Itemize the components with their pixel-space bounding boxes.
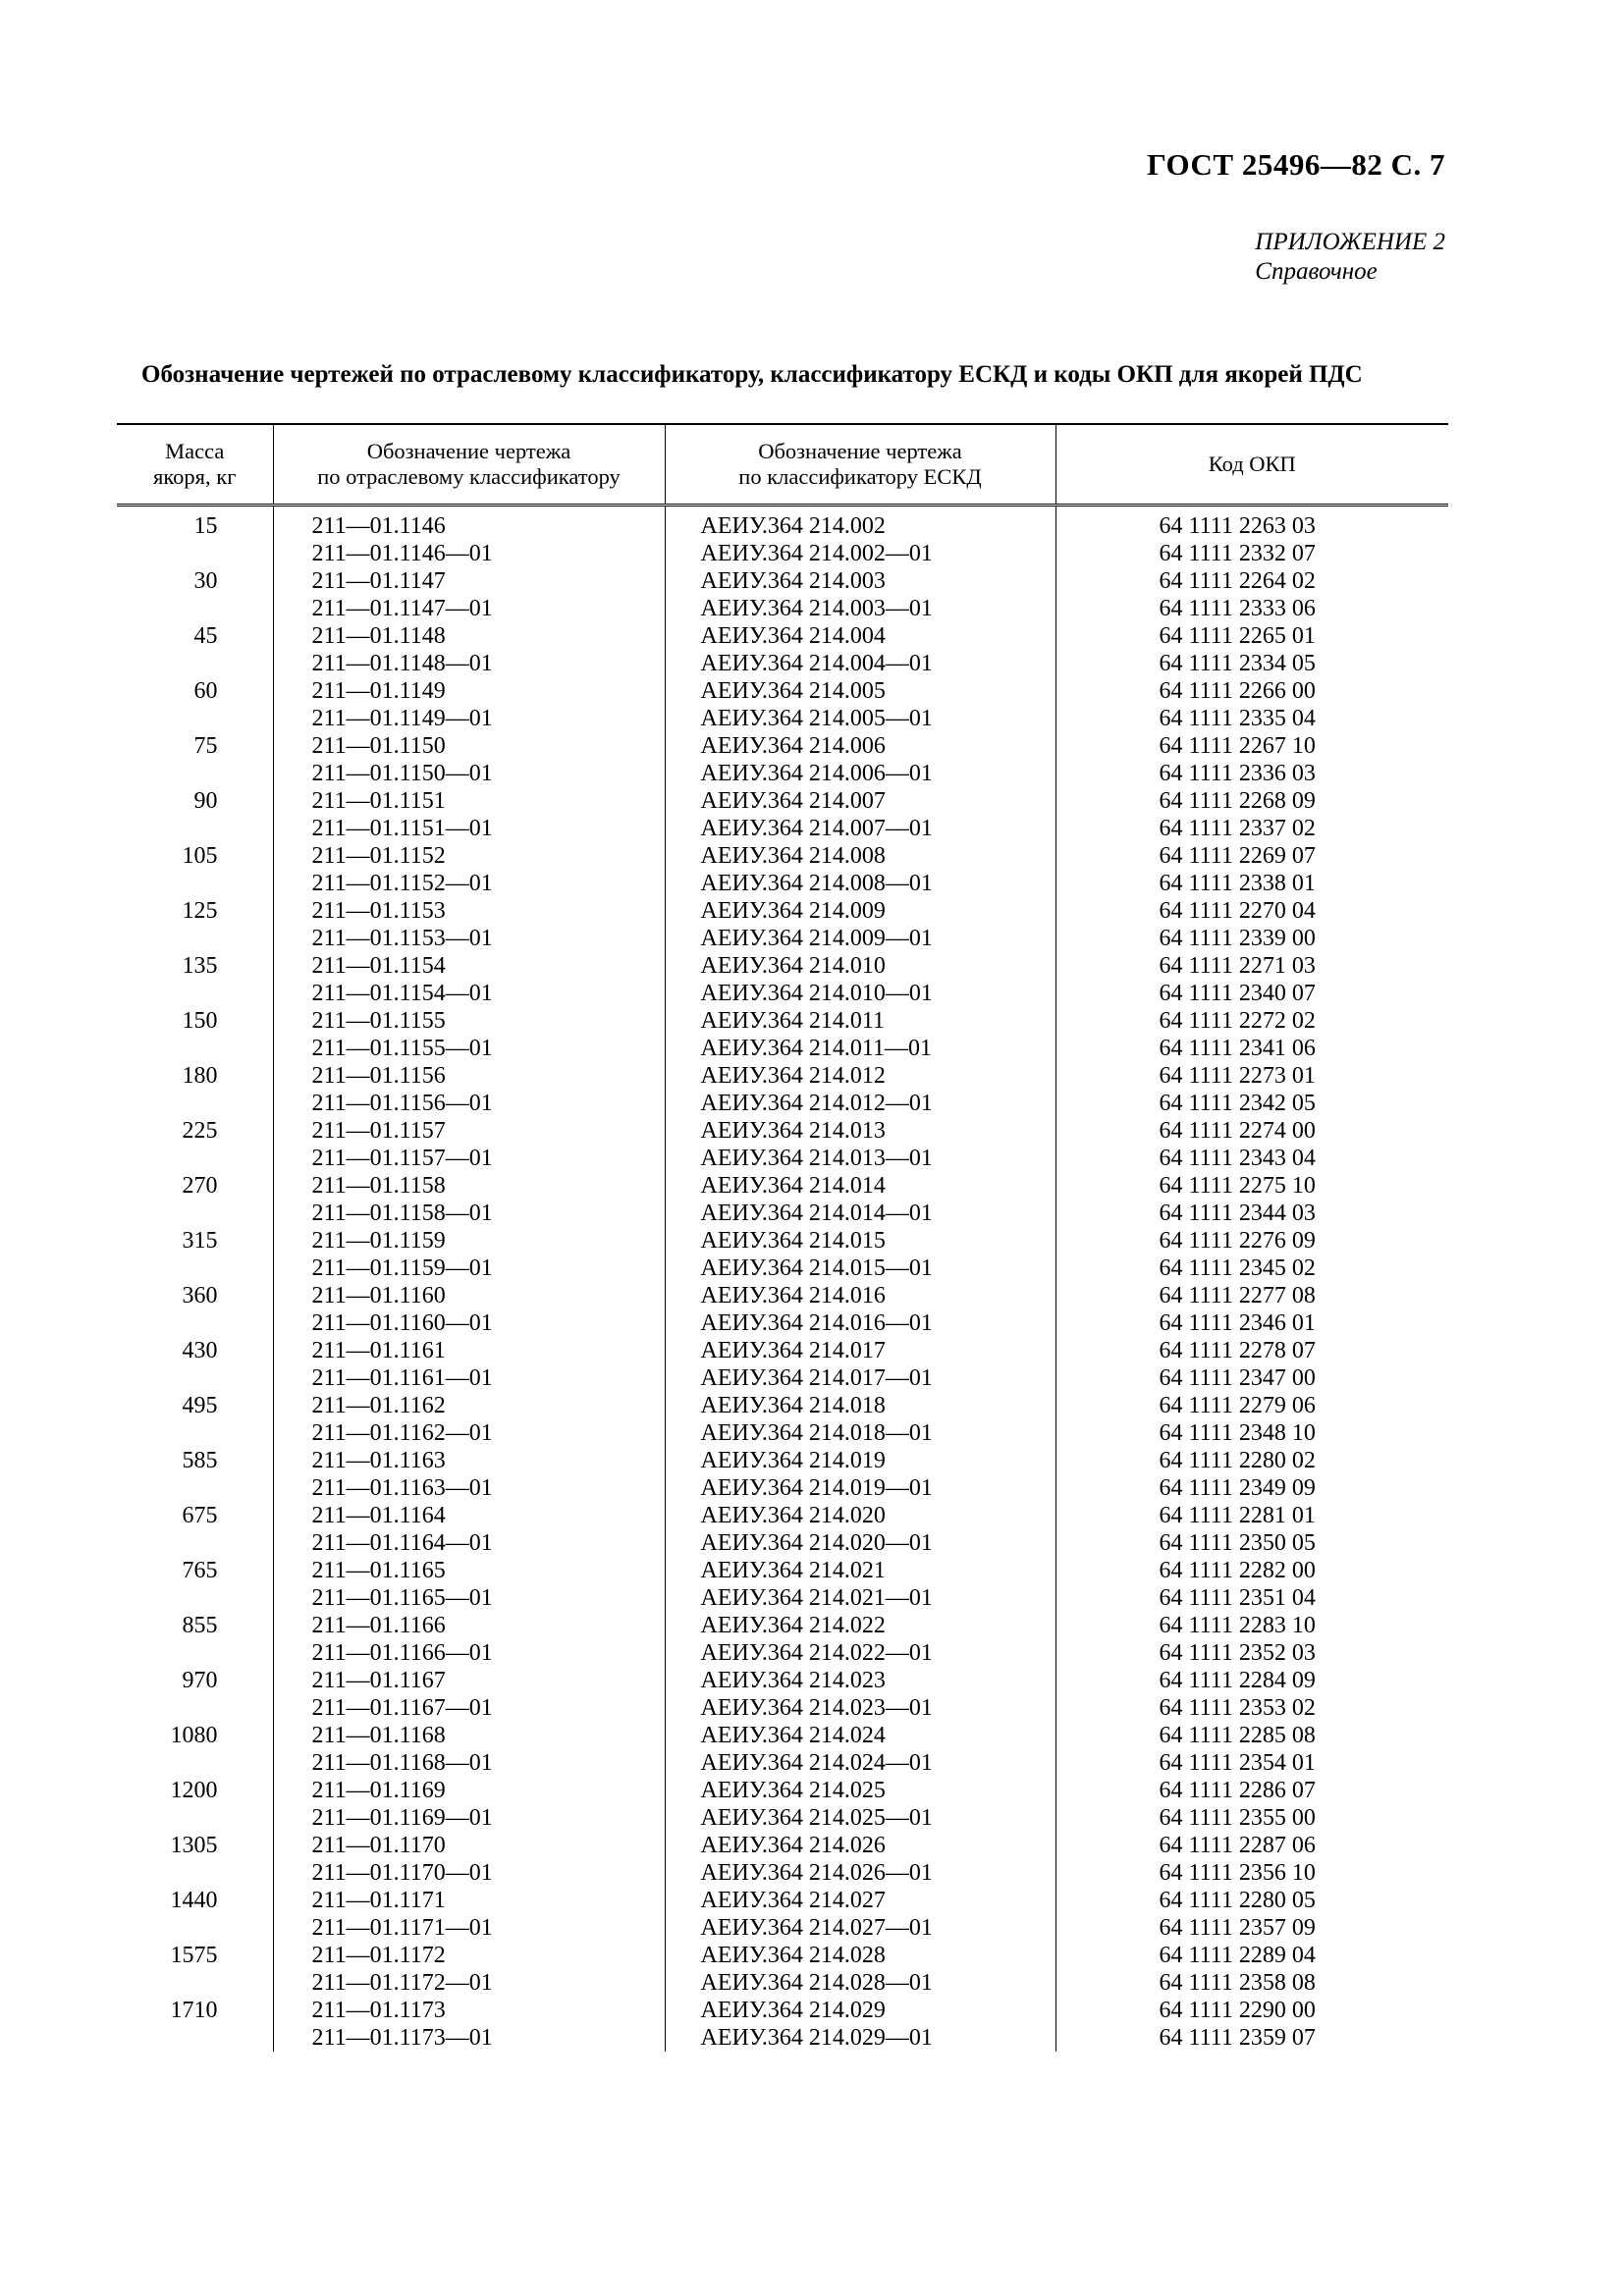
- table-row: [117, 1942, 1448, 1969]
- cell-eskd-code: АЕИУ.364 214.017—01: [665, 1364, 1055, 1392]
- cell-okp-code: 64 1111 2345 02: [1055, 1255, 1448, 1282]
- cell-industry-code: 211—01.1150—01: [273, 760, 665, 787]
- table-row: [117, 1832, 1448, 1859]
- cell-mass: 1440: [170, 1888, 218, 1913]
- cell-mass: 1200: [170, 1778, 218, 1803]
- cell-mass: [117, 1694, 273, 1722]
- cell-eskd-code: АЕИУ.364 214.028: [665, 1942, 1055, 1969]
- table-row: [117, 732, 1448, 760]
- cell-eskd-code: АЕИУ.364 214.003: [665, 567, 1055, 595]
- cell-eskd-code: АЕИУ.364 214.003—01: [665, 595, 1055, 622]
- cell-mass: 90: [193, 788, 218, 814]
- cell-industry-code: 211—01.1171—01: [273, 1914, 665, 1942]
- cell-mass: 30: [193, 568, 218, 594]
- cell-industry-code: 211—01.1168: [273, 1722, 665, 1749]
- column-header-industry-code: [273, 424, 665, 506]
- column-header-line: Масса: [165, 439, 225, 463]
- cell-industry-code: 211—01.1172: [273, 1942, 665, 1969]
- cell-eskd-code: АЕИУ.364 214.013: [665, 1117, 1055, 1145]
- cell-okp-code: 64 1111 2278 07: [1055, 1337, 1448, 1364]
- cell-mass: 1080: [170, 1723, 218, 1748]
- cell-industry-code: 211—01.1156—01: [273, 1090, 665, 1117]
- table-row: [117, 1090, 1448, 1117]
- cell-industry-code: 211—01.1163: [273, 1447, 665, 1474]
- table-row: [117, 1914, 1448, 1942]
- table-row: [117, 595, 1448, 622]
- cell-okp-code: 64 1111 2274 00: [1055, 1117, 1448, 1145]
- cell-eskd-code: АЕИУ.364 214.007: [665, 787, 1055, 815]
- cell-eskd-code: АЕИУ.364 214.025: [665, 1777, 1055, 1804]
- cell-mass: 15: [193, 513, 218, 539]
- cell-mass: [117, 980, 273, 1007]
- cell-industry-code: 211—01.1166—01: [273, 1639, 665, 1667]
- table-row: [117, 870, 1448, 897]
- column-header-line: Обозначение чертежа: [758, 439, 962, 463]
- table-row: [117, 952, 1448, 980]
- table-row: [117, 897, 1448, 925]
- cell-eskd-code: АЕИУ.364 214.016—01: [665, 1309, 1055, 1337]
- cell-mass: [117, 1309, 273, 1337]
- cell-mass: [117, 595, 273, 622]
- table-header-row: [117, 424, 1448, 506]
- cell-industry-code: 211—01.1165: [273, 1557, 665, 1584]
- cell-okp-code: 64 1111 2348 10: [1055, 1419, 1448, 1447]
- cell-mass: [117, 1145, 273, 1172]
- table-row: [117, 1529, 1448, 1557]
- cell-industry-code: 211—01.1161: [273, 1337, 665, 1364]
- cell-okp-code: 64 1111 2335 04: [1055, 705, 1448, 732]
- table-row: [117, 1557, 1448, 1584]
- cell-eskd-code: АЕИУ.364 214.004—01: [665, 650, 1055, 677]
- cell-mass: 1575: [170, 1943, 218, 1968]
- cell-mass: [117, 870, 273, 897]
- cell-industry-code: 211—01.1148: [273, 622, 665, 650]
- cell-okp-code: 64 1111 2275 10: [1055, 1172, 1448, 1200]
- cell-eskd-code: АЕИУ.364 214.012—01: [665, 1090, 1055, 1117]
- cell-eskd-code: АЕИУ.364 214.020—01: [665, 1529, 1055, 1557]
- cell-mass: 125: [182, 898, 218, 924]
- cell-okp-code: 64 1111 2265 01: [1055, 622, 1448, 650]
- cell-okp-code: 64 1111 2359 07: [1055, 2024, 1448, 2052]
- cell-okp-code: 64 1111 2280 02: [1055, 1447, 1448, 1474]
- table-row: [117, 540, 1448, 567]
- column-header-mass: [117, 424, 273, 506]
- cell-eskd-code: АЕИУ.364 214.028—01: [665, 1969, 1055, 1997]
- cell-okp-code: 64 1111 2269 07: [1055, 842, 1448, 870]
- cell-industry-code: 211—01.1147—01: [273, 595, 665, 622]
- table-row: [117, 1502, 1448, 1529]
- cell-industry-code: 211—01.1162: [273, 1392, 665, 1419]
- cell-mass: 1305: [170, 1833, 218, 1858]
- cell-mass: [117, 540, 273, 567]
- cell-mass: 45: [193, 623, 218, 649]
- cell-eskd-code: АЕИУ.364 214.025—01: [665, 1804, 1055, 1832]
- cell-eskd-code: АЕИУ.364 214.006: [665, 732, 1055, 760]
- table-row: [117, 1392, 1448, 1419]
- cell-okp-code: 64 1111 2284 09: [1055, 1667, 1448, 1694]
- cell-eskd-code: АЕИУ.364 214.023—01: [665, 1694, 1055, 1722]
- column-header-line: Обозначение чертежа: [366, 439, 571, 463]
- cell-eskd-code: АЕИУ.364 214.027—01: [665, 1914, 1055, 1942]
- table-row: [117, 1777, 1448, 1804]
- cell-industry-code: 211—01.1155—01: [273, 1035, 665, 1062]
- cell-eskd-code: АЕИУ.364 214.006—01: [665, 760, 1055, 787]
- cell-eskd-code: АЕИУ.364 214.016: [665, 1282, 1055, 1309]
- cell-okp-code: 64 1111 2276 09: [1055, 1227, 1448, 1255]
- cell-mass: 225: [182, 1118, 218, 1144]
- cell-okp-code: 64 1111 2285 08: [1055, 1722, 1448, 1749]
- table-row: [117, 1172, 1448, 1200]
- appendix-label: [1255, 228, 1445, 287]
- cell-industry-code: 211—01.1159—01: [273, 1255, 665, 1282]
- cell-okp-code: 64 1111 2273 01: [1055, 1062, 1448, 1090]
- cell-okp-code: 64 1111 2349 09: [1055, 1474, 1448, 1502]
- cell-industry-code: 211—01.1163—01: [273, 1474, 665, 1502]
- cell-okp-code: 64 1111 2283 10: [1055, 1612, 1448, 1639]
- cell-industry-code: 211—01.1156: [273, 1062, 665, 1090]
- table-row: [117, 1639, 1448, 1667]
- cell-mass: [117, 925, 273, 952]
- cell-mass: 75: [193, 733, 218, 759]
- cell-eskd-code: АЕИУ.364 214.004: [665, 622, 1055, 650]
- table-title: Обозначение чертежей по отраслевому классификатору, классификатору ЕСКД и коды ОКП для якорей ПДС: [141, 361, 1363, 388]
- table-row: [117, 925, 1448, 952]
- cell-industry-code: 211—01.1154—01: [273, 980, 665, 1007]
- cell-okp-code: 64 1111 2332 07: [1055, 540, 1448, 567]
- cell-industry-code: 211—01.1159: [273, 1227, 665, 1255]
- cell-mass: [117, 1474, 273, 1502]
- cell-okp-code: 64 1111 2333 06: [1055, 595, 1448, 622]
- cell-mass: [117, 1035, 273, 1062]
- cell-okp-code: 64 1111 2336 03: [1055, 760, 1448, 787]
- cell-okp-code: 64 1111 2351 04: [1055, 1584, 1448, 1612]
- cell-industry-code: 211—01.1170: [273, 1832, 665, 1859]
- cell-okp-code: 64 1111 2350 05: [1055, 1529, 1448, 1557]
- table-row: [117, 1145, 1448, 1172]
- table-body: [117, 506, 1448, 2053]
- cell-okp-code: 64 1111 2355 00: [1055, 1804, 1448, 1832]
- cell-okp-code: 64 1111 2357 09: [1055, 1914, 1448, 1942]
- cell-okp-code: 64 1111 2266 00: [1055, 677, 1448, 705]
- table-row: [117, 506, 1448, 541]
- cell-eskd-code: АЕИУ.364 214.015—01: [665, 1255, 1055, 1282]
- cell-eskd-code: АЕИУ.364 214.002: [665, 506, 1055, 541]
- cell-eskd-code: АЕИУ.364 214.010: [665, 952, 1055, 980]
- cell-eskd-code: АЕИУ.364 214.012: [665, 1062, 1055, 1090]
- cell-eskd-code: АЕИУ.364 214.008—01: [665, 870, 1055, 897]
- table-row: [117, 1255, 1448, 1282]
- table-row: [117, 1447, 1448, 1474]
- table-row: [117, 2024, 1448, 2052]
- cell-okp-code: 64 1111 2272 02: [1055, 1007, 1448, 1035]
- cell-okp-code: 64 1111 2342 05: [1055, 1090, 1448, 1117]
- cell-okp-code: 64 1111 2282 00: [1055, 1557, 1448, 1584]
- cell-okp-code: 64 1111 2337 02: [1055, 815, 1448, 842]
- cell-mass: 180: [182, 1063, 218, 1089]
- cell-industry-code: 211—01.1153—01: [273, 925, 665, 952]
- cell-industry-code: 211—01.1160: [273, 1282, 665, 1309]
- cell-industry-code: 211—01.1161—01: [273, 1364, 665, 1392]
- cell-eskd-code: АЕИУ.364 214.011—01: [665, 1035, 1055, 1062]
- cell-mass: [117, 1200, 273, 1227]
- table-row: [117, 1722, 1448, 1749]
- cell-okp-code: 64 1111 2270 04: [1055, 897, 1448, 925]
- cell-industry-code: 211—01.1164: [273, 1502, 665, 1529]
- cell-okp-code: 64 1111 2347 00: [1055, 1364, 1448, 1392]
- table-row: [117, 705, 1448, 732]
- cell-okp-code: 64 1111 2356 10: [1055, 1859, 1448, 1887]
- cell-okp-code: 64 1111 2358 08: [1055, 1969, 1448, 1997]
- cell-eskd-code: АЕИУ.364 214.027: [665, 1887, 1055, 1914]
- table-row: [117, 1364, 1448, 1392]
- cell-eskd-code: АЕИУ.364 214.008: [665, 842, 1055, 870]
- appendix-note: Справочное: [1255, 258, 1378, 285]
- cell-okp-code: 64 1111 2287 06: [1055, 1832, 1448, 1859]
- cell-industry-code: 211—01.1168—01: [273, 1749, 665, 1777]
- cell-mass: 135: [182, 953, 218, 979]
- cell-eskd-code: АЕИУ.364 214.010—01: [665, 980, 1055, 1007]
- cell-industry-code: 211—01.1147: [273, 567, 665, 595]
- table-row: [117, 1200, 1448, 1227]
- table-row: [117, 1474, 1448, 1502]
- appendix-number: ПРИЛОЖЕНИЕ 2: [1255, 229, 1445, 255]
- anchor-drawings-table: [117, 423, 1448, 2052]
- table-row: [117, 1062, 1448, 1090]
- cell-okp-code: 64 1111 2280 05: [1055, 1887, 1448, 1914]
- cell-industry-code: 211—01.1149: [273, 677, 665, 705]
- cell-industry-code: 211—01.1169—01: [273, 1804, 665, 1832]
- table-row: [117, 815, 1448, 842]
- cell-okp-code: 64 1111 2268 09: [1055, 787, 1448, 815]
- cell-industry-code: 211—01.1158—01: [273, 1200, 665, 1227]
- cell-okp-code: 64 1111 2341 06: [1055, 1035, 1448, 1062]
- cell-mass: 765: [182, 1558, 218, 1583]
- cell-industry-code: 211—01.1157—01: [273, 1145, 665, 1172]
- cell-eskd-code: АЕИУ.364 214.022: [665, 1612, 1055, 1639]
- cell-mass: [117, 1419, 273, 1447]
- cell-industry-code: 211—01.1158: [273, 1172, 665, 1200]
- cell-eskd-code: АЕИУ.364 214.024—01: [665, 1749, 1055, 1777]
- cell-okp-code: 64 1111 2339 00: [1055, 925, 1448, 952]
- column-header-okp-code: [1055, 424, 1448, 506]
- cell-industry-code: 211—01.1173: [273, 1997, 665, 2024]
- table-row: [117, 760, 1448, 787]
- cell-industry-code: 211—01.1167—01: [273, 1694, 665, 1722]
- cell-okp-code: 64 1111 2281 01: [1055, 1502, 1448, 1529]
- cell-eskd-code: АЕИУ.364 214.013—01: [665, 1145, 1055, 1172]
- cell-eskd-code: АЕИУ.364 214.005—01: [665, 705, 1055, 732]
- cell-okp-code: 64 1111 2289 04: [1055, 1942, 1448, 1969]
- cell-eskd-code: АЕИУ.364 214.018: [665, 1392, 1055, 1419]
- cell-okp-code: 64 1111 2344 03: [1055, 1200, 1448, 1227]
- cell-mass: [117, 1639, 273, 1667]
- page-header: ГОСТ 25496—82 С. 7: [1147, 147, 1445, 182]
- cell-okp-code: 64 1111 2346 01: [1055, 1309, 1448, 1337]
- column-header-line: по отраслевому классификатору: [317, 464, 621, 489]
- cell-mass: [117, 1090, 273, 1117]
- cell-okp-code: 64 1111 2334 05: [1055, 650, 1448, 677]
- cell-industry-code: 211—01.1151—01: [273, 815, 665, 842]
- cell-mass: [117, 1364, 273, 1392]
- cell-industry-code: 211—01.1170—01: [273, 1859, 665, 1887]
- cell-mass: 105: [182, 843, 218, 869]
- cell-eskd-code: АЕИУ.364 214.009—01: [665, 925, 1055, 952]
- cell-mass: [117, 2024, 273, 2052]
- cell-mass: [117, 815, 273, 842]
- cell-okp-code: 64 1111 2277 08: [1055, 1282, 1448, 1309]
- cell-mass: 675: [182, 1503, 218, 1528]
- table-row: [117, 677, 1448, 705]
- cell-mass: [117, 1914, 273, 1942]
- table-row: [117, 1227, 1448, 1255]
- cell-okp-code: 64 1111 2264 02: [1055, 567, 1448, 595]
- cell-okp-code: 64 1111 2279 06: [1055, 1392, 1448, 1419]
- cell-mass: 855: [182, 1613, 218, 1638]
- cell-mass: 150: [182, 1008, 218, 1034]
- cell-eskd-code: АЕИУ.364 214.014: [665, 1172, 1055, 1200]
- table-row: [117, 842, 1448, 870]
- cell-eskd-code: АЕИУ.364 214.002—01: [665, 540, 1055, 567]
- cell-eskd-code: АЕИУ.364 214.026: [665, 1832, 1055, 1859]
- cell-industry-code: 211—01.1146: [273, 506, 665, 541]
- column-header-line: по классификатору ЕСКД: [738, 464, 982, 489]
- cell-okp-code: 64 1111 2267 10: [1055, 732, 1448, 760]
- cell-eskd-code: АЕИУ.364 214.022—01: [665, 1639, 1055, 1667]
- cell-industry-code: 211—01.1146—01: [273, 540, 665, 567]
- cell-industry-code: 211—01.1169: [273, 1777, 665, 1804]
- cell-mass: [117, 760, 273, 787]
- table-row: [117, 1309, 1448, 1337]
- cell-eskd-code: АЕИУ.364 214.019—01: [665, 1474, 1055, 1502]
- table-row: [117, 1282, 1448, 1309]
- table-row: [117, 1887, 1448, 1914]
- cell-industry-code: 211—01.1154: [273, 952, 665, 980]
- cell-okp-code: 64 1111 2340 07: [1055, 980, 1448, 1007]
- cell-okp-code: 64 1111 2354 01: [1055, 1749, 1448, 1777]
- cell-mass: 585: [182, 1448, 218, 1473]
- cell-mass: 430: [182, 1338, 218, 1363]
- table-row: [117, 1035, 1448, 1062]
- cell-eskd-code: АЕИУ.364 214.015: [665, 1227, 1055, 1255]
- cell-mass: 60: [193, 678, 218, 704]
- cell-mass: 360: [182, 1283, 218, 1308]
- cell-eskd-code: АЕИУ.364 214.007—01: [665, 815, 1055, 842]
- table-row: [117, 1007, 1448, 1035]
- cell-industry-code: 211—01.1172—01: [273, 1969, 665, 1997]
- cell-industry-code: 211—01.1151: [273, 787, 665, 815]
- column-header-line: Код ОКП: [1208, 452, 1296, 476]
- cell-eskd-code: АЕИУ.364 214.023: [665, 1667, 1055, 1694]
- table-row: [117, 1667, 1448, 1694]
- cell-industry-code: 211—01.1150: [273, 732, 665, 760]
- cell-okp-code: 64 1111 2343 04: [1055, 1145, 1448, 1172]
- cell-mass: [117, 1859, 273, 1887]
- cell-mass: [117, 1529, 273, 1557]
- cell-mass: 315: [182, 1228, 218, 1254]
- table-row: [117, 622, 1448, 650]
- column-header-line: якоря, кг: [153, 464, 237, 489]
- table-row: [117, 1859, 1448, 1887]
- cell-mass: [117, 1804, 273, 1832]
- cell-mass: [117, 1969, 273, 1997]
- cell-mass: 270: [182, 1173, 218, 1199]
- cell-industry-code: 211—01.1165—01: [273, 1584, 665, 1612]
- cell-mass: [117, 650, 273, 677]
- cell-industry-code: 211—01.1162—01: [273, 1419, 665, 1447]
- cell-eskd-code: АЕИУ.364 214.009: [665, 897, 1055, 925]
- table-row: [117, 1749, 1448, 1777]
- cell-eskd-code: АЕИУ.364 214.017: [665, 1337, 1055, 1364]
- cell-eskd-code: АЕИУ.364 214.018—01: [665, 1419, 1055, 1447]
- cell-mass: 970: [182, 1668, 218, 1693]
- table-row: [117, 1969, 1448, 1997]
- table-row: [117, 567, 1448, 595]
- cell-industry-code: 211—01.1167: [273, 1667, 665, 1694]
- cell-industry-code: 211—01.1155: [273, 1007, 665, 1035]
- cell-industry-code: 211—01.1153: [273, 897, 665, 925]
- cell-eskd-code: АЕИУ.364 214.011: [665, 1007, 1055, 1035]
- cell-eskd-code: АЕИУ.364 214.029—01: [665, 2024, 1055, 2052]
- table-row: [117, 980, 1448, 1007]
- cell-okp-code: 64 1111 2286 07: [1055, 1777, 1448, 1804]
- table-row: [117, 1419, 1448, 1447]
- cell-mass: [117, 1749, 273, 1777]
- cell-industry-code: 211—01.1152: [273, 842, 665, 870]
- cell-okp-code: 64 1111 2353 02: [1055, 1694, 1448, 1722]
- cell-industry-code: 211—01.1149—01: [273, 705, 665, 732]
- table-row: [117, 650, 1448, 677]
- cell-eskd-code: АЕИУ.364 214.024: [665, 1722, 1055, 1749]
- table-row: [117, 1804, 1448, 1832]
- table-row: [117, 787, 1448, 815]
- table-row: [117, 1612, 1448, 1639]
- cell-industry-code: 211—01.1166: [273, 1612, 665, 1639]
- cell-okp-code: 64 1111 2338 01: [1055, 870, 1448, 897]
- table-row: [117, 1117, 1448, 1145]
- table-row: [117, 1997, 1448, 2024]
- table-row: [117, 1337, 1448, 1364]
- cell-mass: 495: [182, 1393, 218, 1418]
- cell-eskd-code: АЕИУ.364 214.029: [665, 1997, 1055, 2024]
- table-row: [117, 1584, 1448, 1612]
- cell-okp-code: 64 1111 2290 00: [1055, 1997, 1448, 2024]
- cell-eskd-code: АЕИУ.364 214.026—01: [665, 1859, 1055, 1887]
- cell-mass: [117, 705, 273, 732]
- cell-mass: 1710: [170, 1998, 218, 2023]
- cell-eskd-code: АЕИУ.364 214.021—01: [665, 1584, 1055, 1612]
- cell-industry-code: 211—01.1173—01: [273, 2024, 665, 2052]
- cell-okp-code: 64 1111 2263 03: [1055, 506, 1448, 541]
- cell-okp-code: 64 1111 2271 03: [1055, 952, 1448, 980]
- cell-mass: [117, 1584, 273, 1612]
- cell-eskd-code: АЕИУ.364 214.021: [665, 1557, 1055, 1584]
- cell-eskd-code: АЕИУ.364 214.005: [665, 677, 1055, 705]
- cell-eskd-code: АЕИУ.364 214.014—01: [665, 1200, 1055, 1227]
- cell-industry-code: 211—01.1152—01: [273, 870, 665, 897]
- column-header-eskd-code: [665, 424, 1055, 506]
- cell-industry-code: 211—01.1157: [273, 1117, 665, 1145]
- table-row: [117, 1694, 1448, 1722]
- cell-eskd-code: АЕИУ.364 214.020: [665, 1502, 1055, 1529]
- cell-mass: [117, 1255, 273, 1282]
- cell-industry-code: 211—01.1148—01: [273, 650, 665, 677]
- cell-okp-code: 64 1111 2352 03: [1055, 1639, 1448, 1667]
- cell-industry-code: 211—01.1171: [273, 1887, 665, 1914]
- cell-eskd-code: АЕИУ.364 214.019: [665, 1447, 1055, 1474]
- cell-industry-code: 211—01.1164—01: [273, 1529, 665, 1557]
- cell-industry-code: 211—01.1160—01: [273, 1309, 665, 1337]
